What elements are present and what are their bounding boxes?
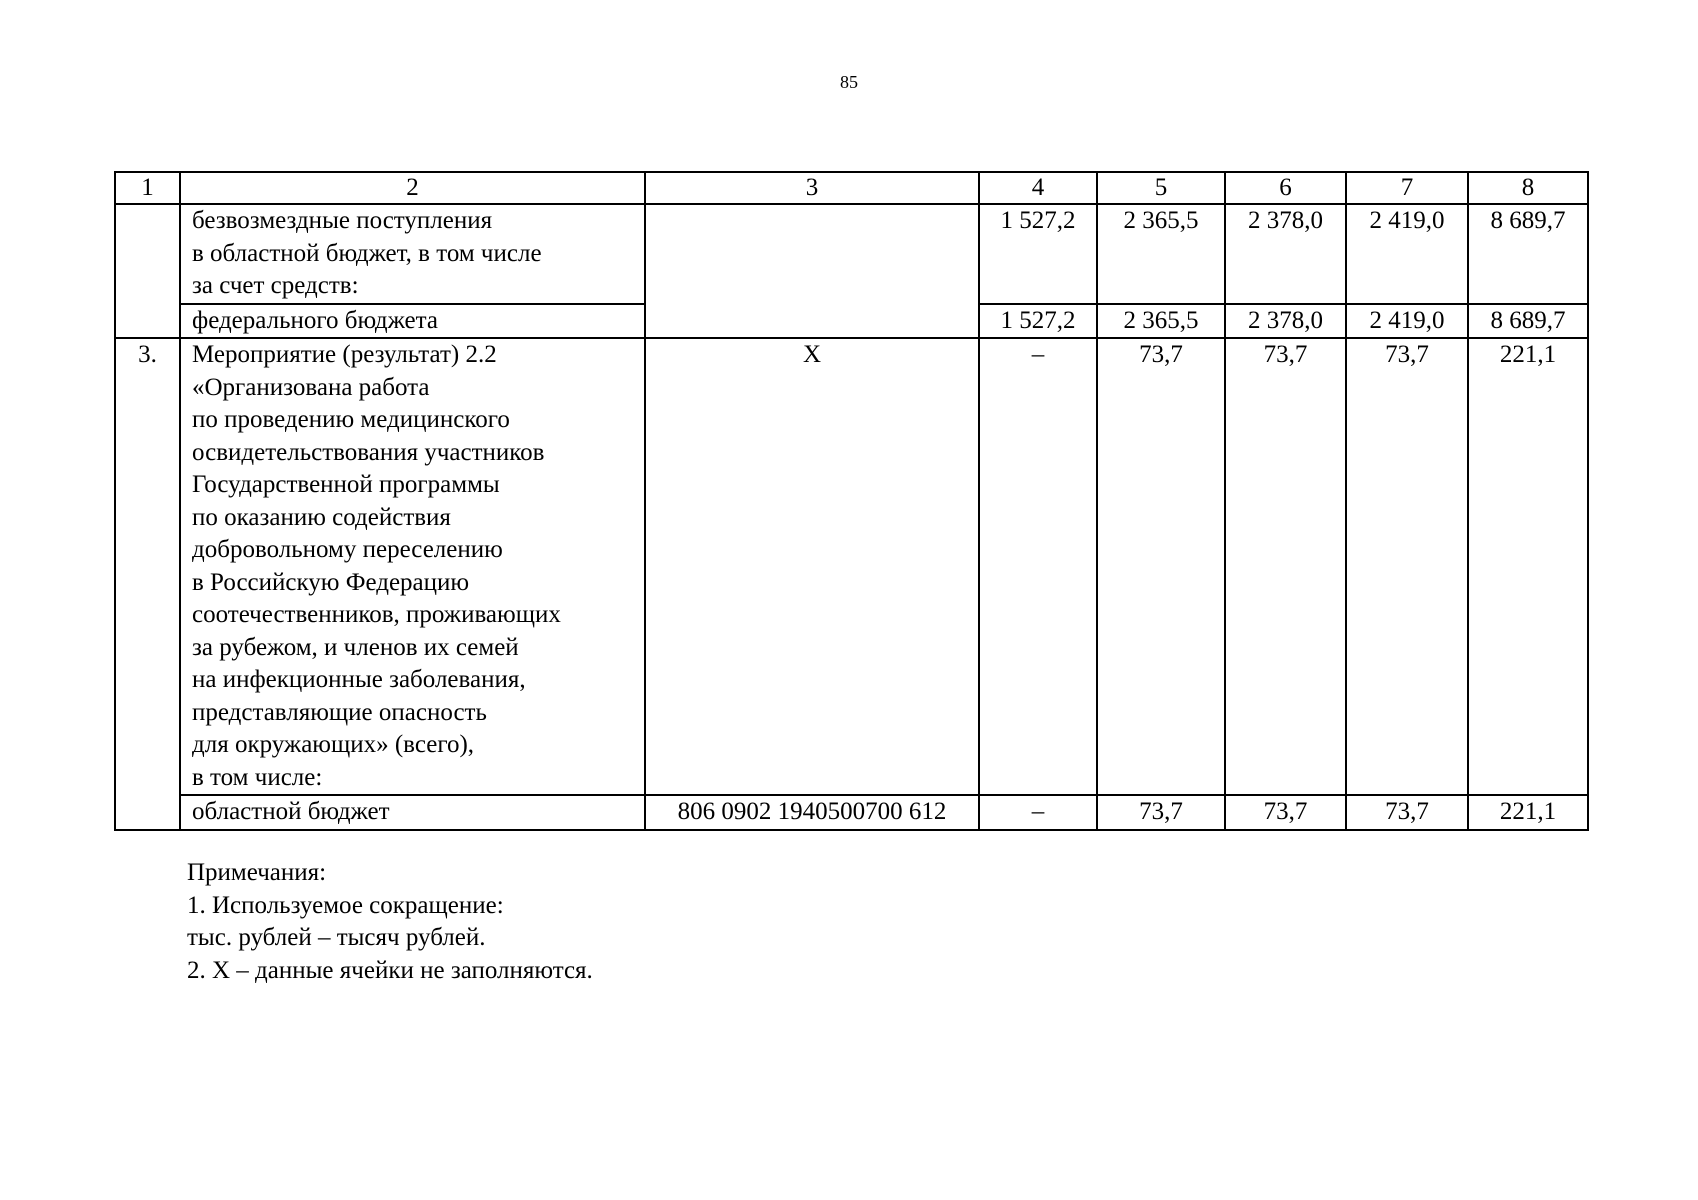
- header-cell: 5: [1097, 172, 1225, 204]
- value-cell: –: [979, 338, 1097, 795]
- description-line: на инфекционные заболевания,: [192, 666, 526, 693]
- value-cell: 8 689,7: [1468, 304, 1588, 339]
- row-description-cell: [180, 338, 645, 795]
- value-cell: 73,7: [1225, 795, 1346, 830]
- description-line: Мероприятие (результат) 2.2: [192, 341, 497, 368]
- header-cell: 1: [115, 172, 180, 204]
- description-line: федерального бюджета: [192, 306, 438, 334]
- table-row: [115, 338, 1588, 795]
- value-cell: –: [979, 795, 1097, 830]
- description-line: освидетельствования участников: [192, 438, 545, 466]
- budget-code-cell: 806 0902 1940500700 612: [645, 795, 979, 830]
- description-line: Государственной программы: [192, 471, 500, 498]
- value-cell: 73,7: [1346, 338, 1468, 795]
- value-cell: 221,1: [1468, 338, 1588, 795]
- table-header-row: [115, 172, 1588, 204]
- value-cell: 2 365,5: [1097, 204, 1225, 304]
- value-cell: 73,7: [1225, 338, 1346, 795]
- description-line: в том числе:: [192, 763, 323, 791]
- description-line: за счет средств:: [192, 272, 359, 299]
- row-number-cell: [115, 204, 180, 338]
- description-line: в Российскую Федерацию: [192, 568, 470, 596]
- note-line: 1. Используемое сокращение:: [187, 891, 504, 919]
- description-line: представляющие опасность: [192, 698, 487, 726]
- row-description-cell: [180, 304, 645, 339]
- row-description-cell: [180, 204, 645, 304]
- header-cell: 4: [979, 172, 1097, 204]
- description-line: по проведению медицинского: [192, 406, 510, 433]
- note-line: 2. X – данные ячейки не заполняются.: [187, 956, 593, 984]
- description-line: за рубежом, и членов их семей: [192, 633, 519, 661]
- description-line: безвозмездные поступления: [192, 207, 493, 234]
- header-cell: 7: [1346, 172, 1468, 204]
- description-line: областной бюджет: [192, 798, 390, 825]
- row-description-cell: [180, 795, 645, 830]
- description-line: по оказанию содействия: [192, 503, 451, 531]
- value-cell: 8 689,7: [1468, 204, 1588, 304]
- header-cell: 6: [1225, 172, 1346, 204]
- description-line: для окружающих» (всего),: [192, 731, 475, 758]
- budget-code-cell: X: [645, 338, 979, 795]
- value-cell: 73,7: [1346, 795, 1468, 830]
- notes-section: [187, 857, 593, 987]
- row-number-cell: 3.: [115, 338, 180, 830]
- value-cell: 221,1: [1468, 795, 1588, 830]
- value-cell: 2 419,0: [1346, 304, 1468, 339]
- page-number: 85: [840, 72, 858, 92]
- description-line: в областной бюджет, в том числе: [192, 239, 542, 267]
- note-line: тыс. рублей – тысяч рублей.: [187, 924, 486, 951]
- header-cell: 2: [180, 172, 645, 204]
- value-cell: 2 378,0: [1225, 204, 1346, 304]
- description-line: добровольному переселению: [192, 536, 503, 563]
- description-line: соотечественников, проживающих: [192, 601, 561, 628]
- notes-title: Примечания:: [187, 859, 327, 886]
- value-cell: 2 419,0: [1346, 204, 1468, 304]
- value-cell: 2 365,5: [1097, 304, 1225, 339]
- value-cell: 73,7: [1097, 795, 1225, 830]
- budget-table: [114, 171, 1589, 831]
- value-cell: 73,7: [1097, 338, 1225, 795]
- header-cell: 3: [645, 172, 979, 204]
- value-cell: 1 527,2: [979, 304, 1097, 339]
- value-cell: 2 378,0: [1225, 304, 1346, 339]
- table-row: [115, 795, 1588, 830]
- value-cell: 1 527,2: [979, 204, 1097, 304]
- table-row: [115, 204, 1588, 304]
- budget-code-cell: [645, 204, 979, 338]
- header-cell: 8: [1468, 172, 1588, 204]
- description-line: «Организована работа: [192, 373, 430, 401]
